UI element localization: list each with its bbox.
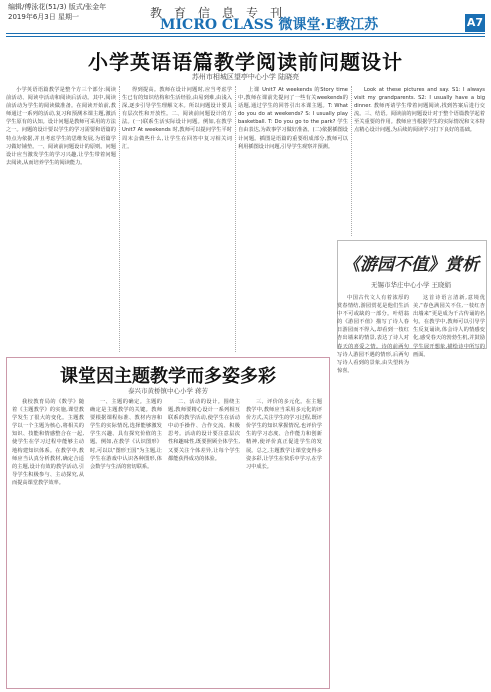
article1-paragraph: 小学英语语篇教学是整个方三个部分:阅读前活动、阅读中活动和阅读后活动。其中,阅读前活动为学生的阅读做准备。在阅读开始前,教师通过一系列的活动,复习和预测本课主题,激活学生原有的认知。设计问题是教师可采用的方法之一。问题的设计要以学生的学习需要和语篇的特点为依据,并且考虑学生的思维发展,为语篇学习做好铺垫。一、阅读前问题设计的原则。问题设计应当激发学生的学习兴趣,让学生带着问题去阅读,从而培养学生的阅读能力。 xyxy=(6,87,116,166)
article2-title: 课堂因主题教学而多姿多彩 xyxy=(60,366,276,387)
article3-title: 《游园不值》赏析 xyxy=(343,255,479,275)
header-rule xyxy=(6,33,485,34)
article3-column-2 xyxy=(413,294,485,684)
header-meta xyxy=(8,2,106,22)
article1-column-1 xyxy=(6,86,116,352)
article2-paragraph: 二、活动的设计。围绕主题,教师要精心设计一系列相互联系的教学活动,使学生在活动中动手操作、合作交流、积极思考。活动的设计要注意层次性和趣味性,既要照顾全体学生,又要关注个体差异,让每个学生都能获得成功的体验。 xyxy=(168,399,240,462)
column-divider xyxy=(119,86,120,352)
article3-column-1 xyxy=(337,294,409,684)
article1-column-4 xyxy=(354,86,485,236)
article3-paragraph: 中国古代文人有着浓厚的赏春情结,游园赏花是他们生活中不可或缺的一部分。叶绍翁的《游园不值》描写了诗人春日游园而不得入,却看到一枝红杏出墙来的情景,表达了诗人对春天的喜爱之情。诗的前两句写诗人游园不遇的情形,后两句写诗人看到的景象,由失望转为惊喜。 xyxy=(337,295,409,374)
header-rule-secondary xyxy=(6,36,485,37)
article2-column-4 xyxy=(246,398,322,682)
page-number: A7 xyxy=(465,14,485,32)
article2-byline: 泰兴市黄桥镇中心小学 蒋芳 xyxy=(127,387,209,395)
article2-paragraph: 三、评价的多元化。在主题教学中,教师应当采用多元化的评价方式,关注学生的学习过程,既评价学生的知识掌握情况,也评价学生的学习态度、合作能力和创新精神,使评价真正促进学生的发展。总之,主题教学让课堂变得多姿多彩,让学生在快乐中学习,在学习中成长。 xyxy=(246,399,322,470)
article1-paragraph: 得到提高。教师在设计问题时,应当考虑学生已有的知识结构和生活经验,由易到难,由浅入深,逐步引导学生理解文本。所以问题设计要具有层次性和开放性。二、阅读前问题设计的方法。(一)联系生活实际设计问题。例如,在教学Unit7 At weekends 时,教师可以提问学生平时周末会做些什么,让学生在回答中复习相关词汇。 xyxy=(122,87,232,150)
article3-paragraph: 这首诗语言清新,意境优美,“春色满园关不住,一枝红杏出墙来”更是成为千古传诵的名句。在教学中,教师可以引导学生反复诵读,体会诗人的情感变化,感受春天的勃勃生机,并鼓励学生展开想象,描绘诗中所写的画面。 xyxy=(413,295,485,358)
article2-column-3 xyxy=(168,398,240,682)
masthead: MICRO CLASS 微课堂·E教江苏 xyxy=(160,17,379,33)
article2-column-1 xyxy=(12,398,84,682)
article3-byline: 无锡市华庄中心小学 王晓娟 xyxy=(370,281,452,289)
article2-paragraph: 一、主题的确定。主题的确定是主题教学的关键。教师要根据课程标准、教材内容和学生的实际情况,选择能够激发学生兴趣、具有探究价值的主题。例如,在教学《认识图形》时,可以以“图形王国”为主题,让学生在游戏中认识各种图形,体会数学与生活的密切联系。 xyxy=(90,399,162,470)
column-divider xyxy=(235,86,236,352)
article2-column-2 xyxy=(90,398,162,682)
article1-paragraph: 上课 Unit7 At weekends 的Story time中,教师在课前先提问了一些有关weekends的话题,通过学生的回答引出本课主题。T: What do you do at weekends? S: I usually play basketball. T: Do you go to the park? 学生自由表达,为故事学习做好准备。(二)依据插图设计问题。插图是语篇的重要组成部分,教师可以利用插图设计问题,引导学生观察并预测。 xyxy=(238,87,348,150)
article1-byline: 苏州市相城区望亭中心小学 陆晓亮 xyxy=(191,73,300,81)
date-line: 2019年6月3日 星期一 xyxy=(8,13,79,21)
editor-line: 编辑/傅泳花(51/3) 版式/张金年 xyxy=(8,3,107,11)
article1-paragraph: Look at these pictures and say. S1: I always visit my grandparents. S2: I usually have a big dinner. 教师再请学生带着问题阅读,找到答案后进行交流。三、结语。阅读前的问题设计对于整个语篇教学起着至关重要的作用。教师应当根据学生的实际情况和文本特点精心设计问题,为后续的阅读学习打下良好的基础。 xyxy=(354,87,485,134)
article1-title: 小学英语语篇教学阅读前问题设计 xyxy=(88,50,403,74)
column-divider xyxy=(351,86,352,236)
article1-column-3 xyxy=(238,86,348,352)
newspaper-header xyxy=(0,0,491,32)
article1-column-2 xyxy=(122,86,232,352)
section-title: 教育信息专刊 xyxy=(150,6,295,20)
article2-paragraph: 我校教育局的《数学》随着《主题教学》的实施,课堂教学发生了很大的变化。主题教学以一个主题为核心,将相关的知识、技能和情感整合在一起,使学生在学习过程中能够主动地构建知识体系。在教学中,教师应当认真分析教材,确定合适的主题,设计有效的教学活动,引导学生积极参与、主动探究,从而提高课堂教学效率。 xyxy=(12,399,84,486)
